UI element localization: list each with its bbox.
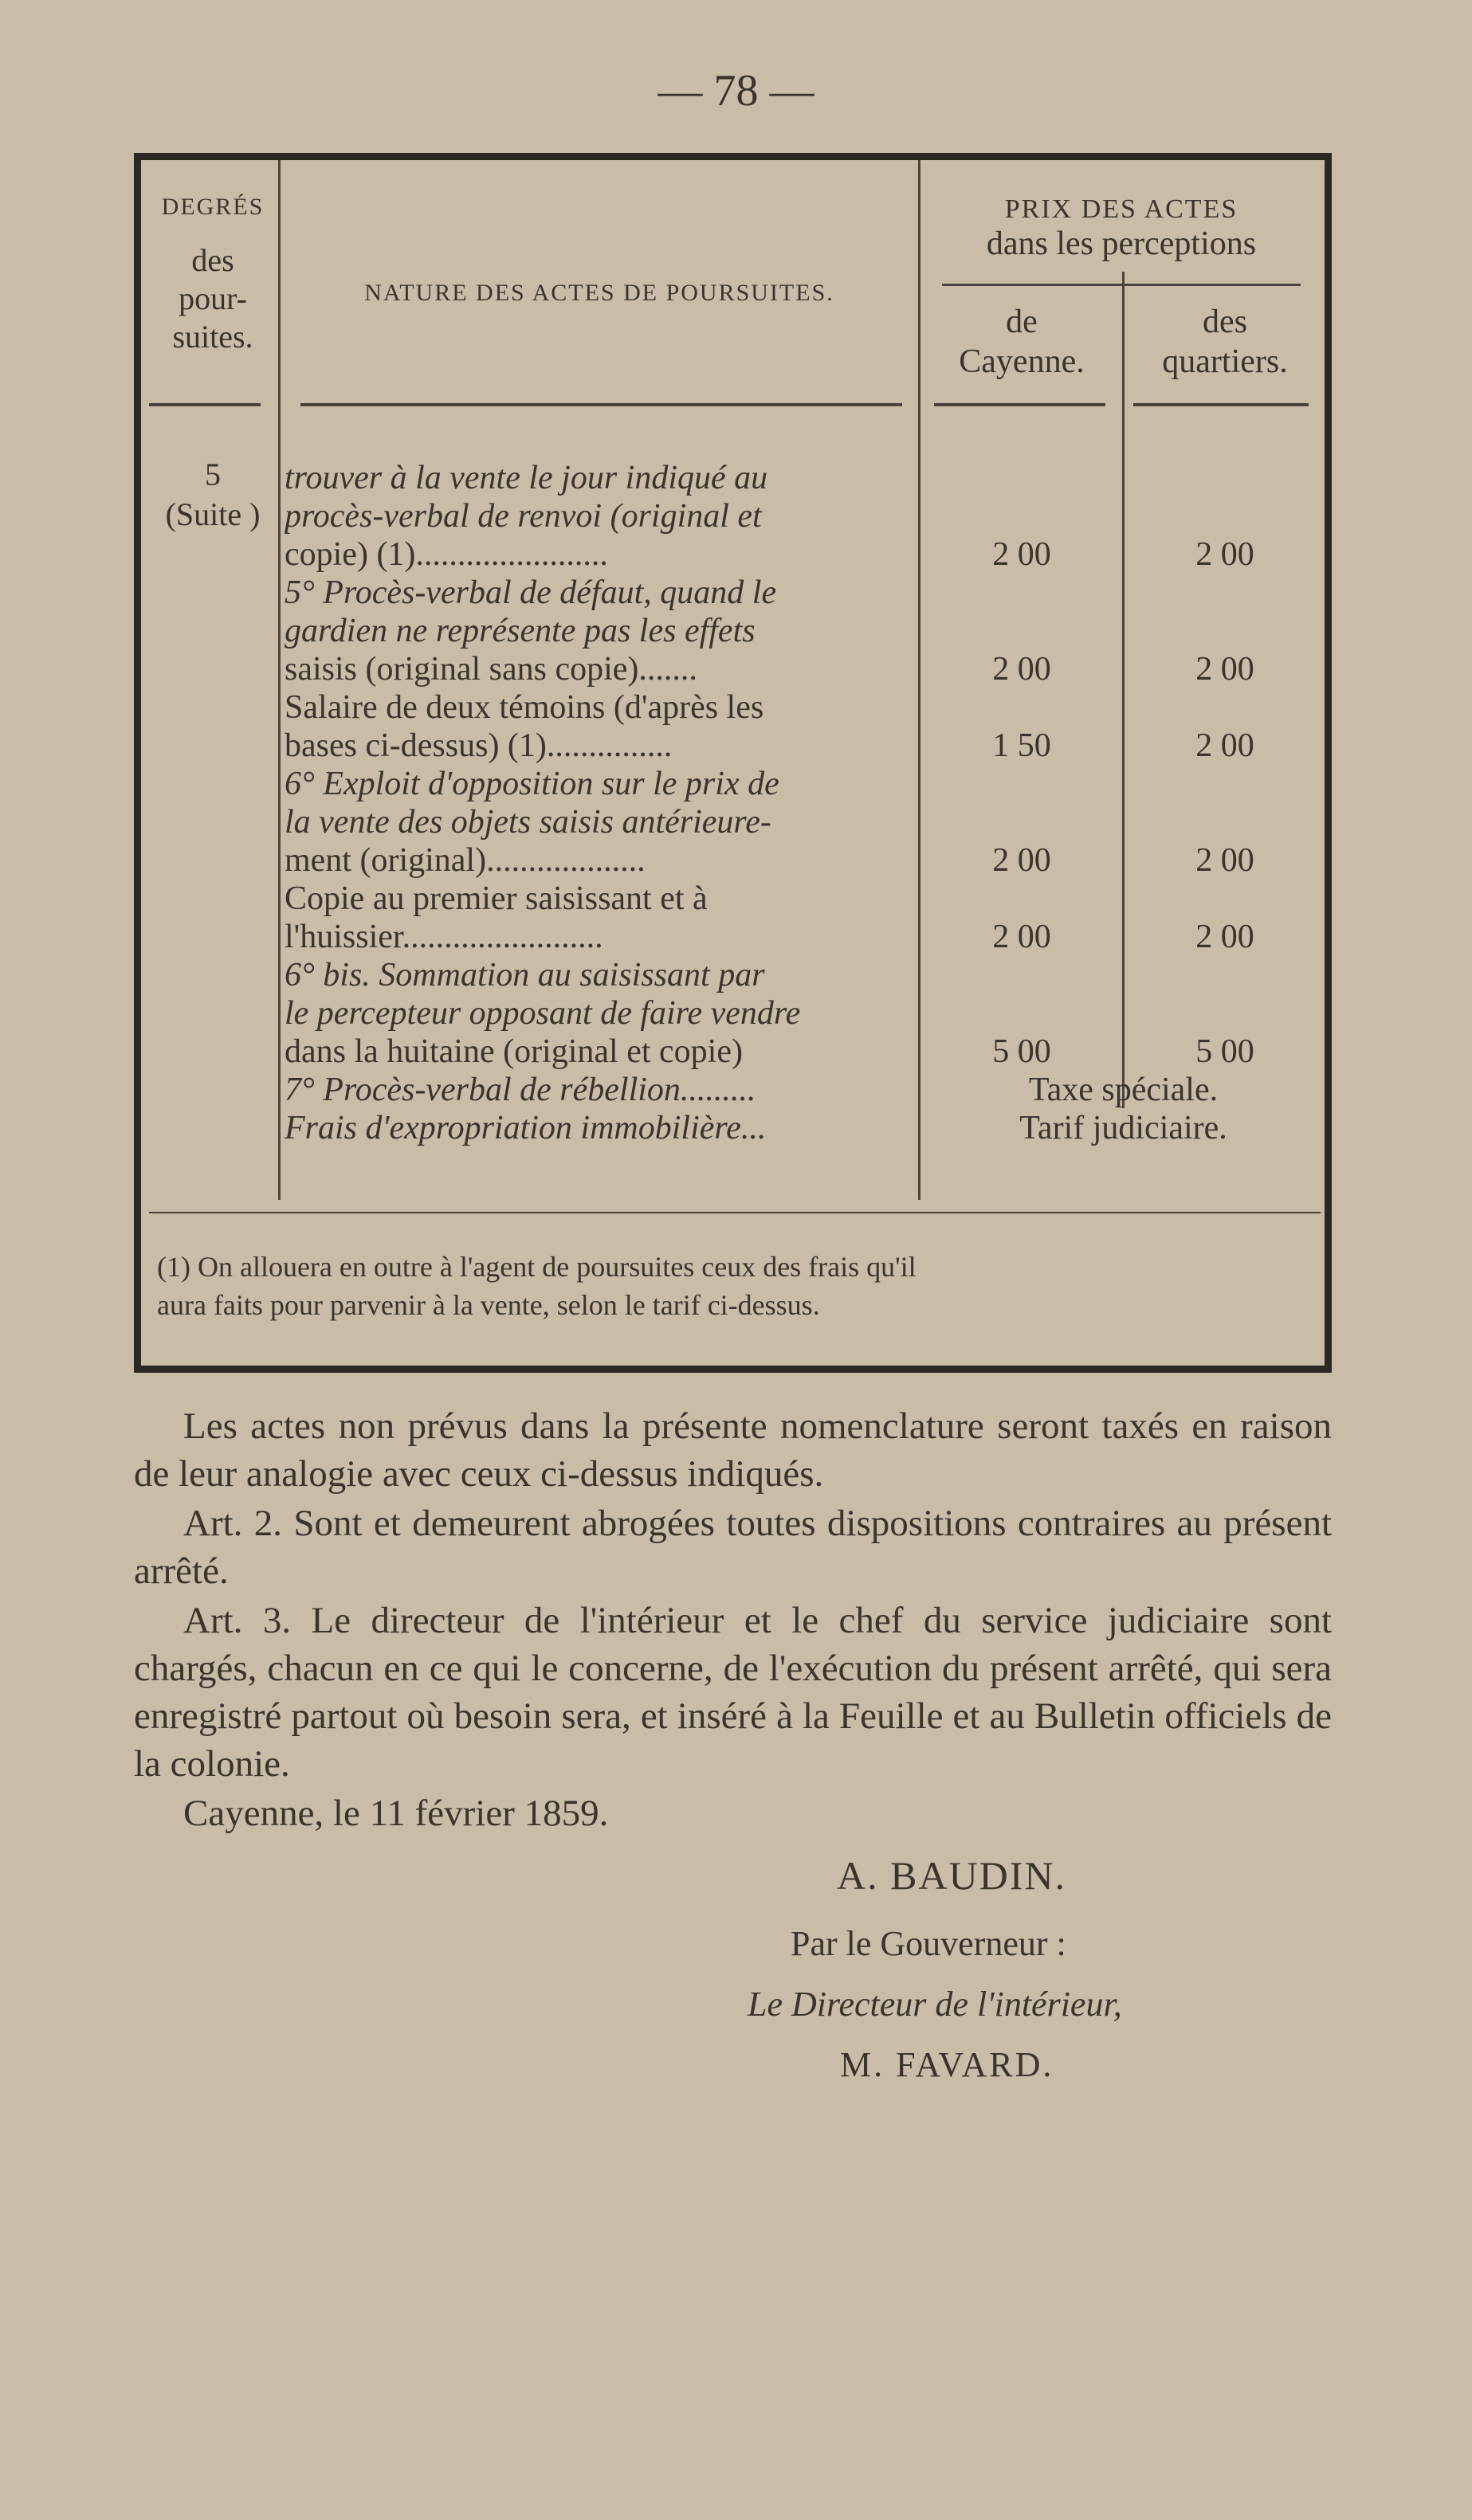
footnote	[157, 1248, 1321, 1324]
col-divider-3	[1122, 272, 1125, 1108]
row-line-5: gardien ne représente pas les effets	[285, 613, 756, 649]
header-degrees-line3: pour-	[179, 280, 247, 316]
cayenne-value-2: 2 00	[992, 651, 1051, 688]
paragraph-4: Cayenne, le 11 février 1859.	[183, 1793, 609, 1834]
cayenne-value-1: 2 00	[992, 536, 1051, 573]
quartiers-value-5: 2 00	[1195, 919, 1254, 955]
degree-number: 5	[205, 457, 221, 492]
col-divider-1	[278, 160, 281, 1200]
span-value-2: Tarif judiciaire.	[1019, 1110, 1227, 1146]
signature-by: Par le Gouverneur :	[791, 1924, 1066, 1963]
quartiers-value-6: 5 00	[1195, 1033, 1254, 1070]
row-line-8: bases ci-dessus) (1)...............	[285, 727, 673, 764]
header-cayenne	[922, 302, 1121, 382]
page-number: — 78 —	[657, 66, 815, 116]
row-line-7: Salaire de deux témoins (d'après les	[285, 689, 764, 726]
footnote-line-1: (1) On allouera en outre à l'agent de poursuites ceux des frais qu'il	[157, 1251, 917, 1283]
header-rule-4	[1133, 403, 1309, 406]
cayenne-value-4: 2 00	[992, 842, 1051, 879]
header-cayenne-line2: Cayenne.	[959, 343, 1085, 380]
row-line-14: 6° bis. Sommation au saisissant par	[285, 957, 765, 993]
header-degrees-line1: DEGRÉS	[161, 194, 265, 220]
row-line-9: 6° Exploit d'opposition sur le prix de	[285, 766, 779, 802]
footnote-rule	[149, 1212, 1321, 1213]
footnote-line-2: aura faits pour parvenir à la vente, selon le tarif ci-dessus.	[157, 1289, 820, 1321]
row-line-13: l'huissier........................	[285, 919, 603, 955]
header-rule-2	[300, 403, 902, 406]
paragraph-3: Art. 3. Le directeur de l'intérieur et le chef du service judiciaire sont chargés, chacun en ce qui le concerne, de l'exécution du présent arrêté, qui sera enregistré partout où besoin sera, et inséré à la Feuille et au Bulletin officiels de la colonie.	[134, 1600, 1332, 1785]
quartiers-value-1: 2 00	[1195, 536, 1254, 573]
quartiers-value-4: 2 00	[1195, 842, 1254, 879]
paragraph-1: Les actes non prévus dans la présente nomenclature seront taxés en raison de leur analogie avec ceux ci-dessus indiqués.	[134, 1405, 1332, 1495]
span-value-1: Taxe spéciale.	[1028, 1072, 1219, 1108]
row-line-16: dans la huitaine (original et copie)	[285, 1033, 743, 1070]
header-degrees-line2: des	[191, 242, 234, 278]
signature-name: A. BAUDIN.	[837, 1853, 1067, 1898]
header-cayenne-line1: de	[1006, 304, 1038, 340]
paragraph-2: Art. 2. Sont et demeurent abrogées toutes dispositions contraires au présent arrêté.	[134, 1503, 1332, 1592]
degree-suite: (Suite )	[165, 496, 261, 532]
header-rule-1	[149, 403, 261, 406]
header-quartiers	[1125, 302, 1325, 382]
degree-cell	[147, 455, 278, 535]
header-degrees-line4: suites.	[172, 319, 253, 355]
row-line-11: ment (original)...................	[285, 842, 646, 879]
row-line-4: 5° Procès-verbal de défaut, quand le	[285, 574, 777, 611]
row-line-10: la vente des objets saisis antérieure-	[285, 804, 771, 841]
header-degrees-rest	[147, 241, 278, 356]
fees-table	[134, 153, 1332, 1373]
quartiers-value-3: 2 00	[1195, 727, 1254, 764]
row-line-18: Frais d'expropriation immobilière...	[285, 1110, 767, 1146]
header-prix	[922, 194, 1321, 263]
row-line-6: saisis (original sans copie).......	[285, 651, 697, 688]
header-quartiers-line1: des	[1203, 304, 1247, 340]
cayenne-value-6: 5 00	[992, 1033, 1051, 1070]
cayenne-value-3: 1 50	[992, 727, 1051, 764]
prix-underline	[942, 284, 1301, 286]
header-prix-line1: PRIX DES ACTES	[1004, 194, 1238, 224]
cayenne-value-5: 2 00	[992, 919, 1051, 955]
header-rule-3	[934, 403, 1105, 406]
row-line-15: le percepteur opposant de faire vendre	[285, 995, 801, 1032]
header-nature: NATURE DES ACTES DE POURSUITES.	[364, 280, 834, 306]
row-line-17: 7° Procès-verbal de rébellion.........	[285, 1072, 756, 1108]
header-quartiers-line2: quartiers.	[1162, 343, 1288, 380]
header-prix-line2: dans les perceptions	[986, 225, 1257, 263]
row-line-3: copie) (1).......................	[285, 536, 608, 573]
header-degrees	[147, 194, 278, 221]
signature-signer: M. FAVARD.	[840, 2045, 1054, 2084]
row-line-1: trouver à la vente le jour indiqué au	[285, 460, 768, 496]
signature-role: Le Directeur de l'intérieur,	[748, 1985, 1122, 2024]
row-line-12: Copie au premier saisissant et à	[285, 880, 708, 917]
quartiers-value-2: 2 00	[1195, 651, 1254, 688]
row-line-2: procès-verbal de renvoi (original et	[285, 498, 762, 535]
